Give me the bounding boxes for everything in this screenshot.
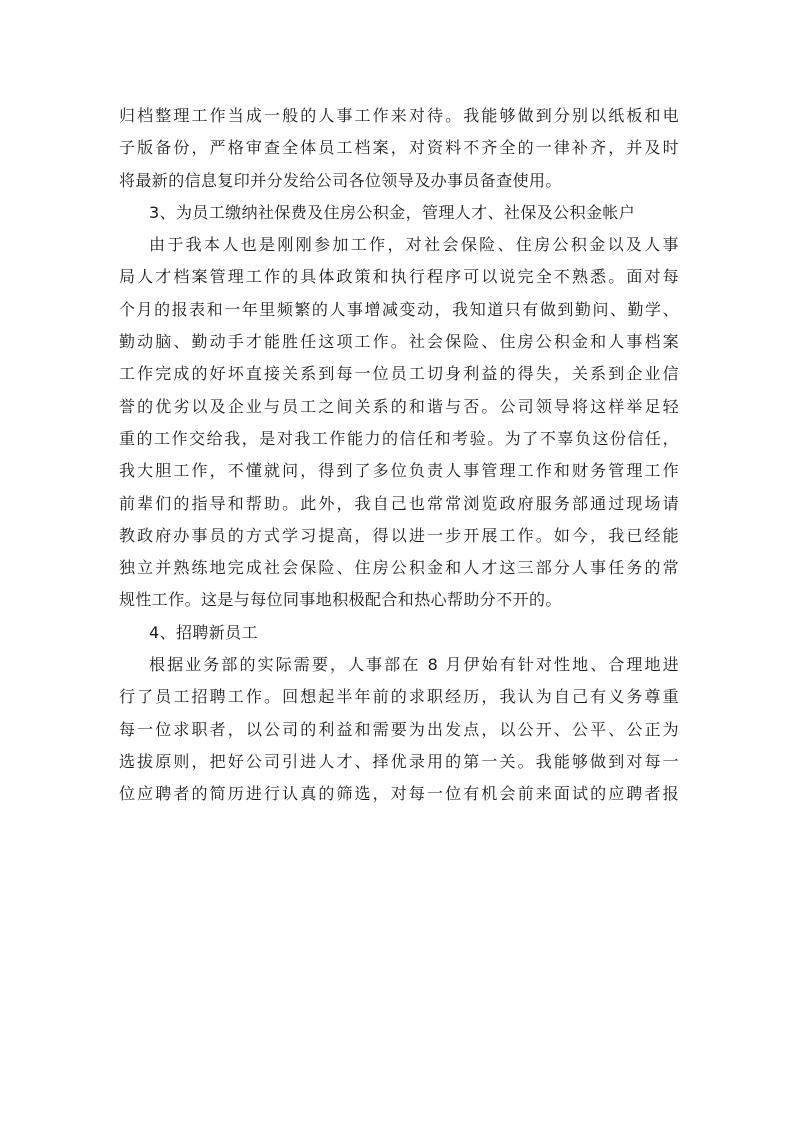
text-line: 子版备份，严格审查全体员工档案，对资料不齐全的一律补齐，并及时 [119,138,679,158]
text-line: 局人才档案管理工作的具体政策和执行程序可以说完全不熟悉。面对每 [119,267,679,287]
text-line: 誉的优劣以及企业与员工之间关系的和谐与否。公司领导将这样举足轻 [119,396,679,416]
text-line: 行了员工招聘工作。回想起半年前的求职经历，我认为自己有义务尊重 [119,687,679,707]
text-line: 根据业务部的实际需要，人事部在 8 月伊始有针对性地、合理地进 [149,655,679,675]
body-text [119,100,679,811]
text-line: 我大胆工作，不懂就问，得到了多位负责人事管理工作和财务管理工作 [119,461,679,481]
text-line: 教政府办事员的方式学习提高，得以进一步开展工作。如今，我已经能 [119,525,679,545]
text-line: 工作完成的好坏直接关系到每一位员工切身利益的得失，关系到企业信 [119,364,679,384]
section-heading: 4、招聘新员工 [149,622,258,642]
text-line: 规性工作。这是与每位同事地积极配合和热心帮助分不开的。 [119,590,562,610]
text-line: 重的工作交给我，是对我工作能力的信任和考验。为了不辜负这份信任， [119,428,679,448]
text-line: 每一位求职者，以公司的利益和需要为出发点，以公开、公平、公正为 [119,719,679,739]
text-line: 归档整理工作当成一般的人事工作来对待。我能够做到分别以纸板和电 [119,106,679,125]
text-line: 个月的报表和一年里频繁的人事增减变动，我知道只有做到勤问、勤学、 [119,299,679,319]
document-page [119,100,679,811]
text-line: 勤动脑、勤动手才能胜任这项工作。社会保险、住房公积金和人事档案 [119,332,679,352]
text-line: 前辈们的指导和帮助。此外，我自己也常常浏览政府服务部通过现场请 [119,493,679,513]
text-line: 将最新的信息复印并分发给公司各位领导及办事员备查使用。 [119,170,562,190]
section-heading: 3、为员工缴纳社保费及住房公积金，管理人才、社保及公积金帐户 [149,202,636,222]
text-line: 选拔原则，把好公司引进人才、择优录用的第一关。我能够做到对每一 [119,751,679,771]
text-line: 独立并熟练地完成社会保险、住房公积金和人才这三部分人事任务的常 [119,558,679,578]
text-line: 由于我本人也是刚刚参加工作，对社会保险、住房公积金以及人事 [149,235,679,255]
text-line: 位应聘者的简历进行认真的筛选，对每一位有机会前来面试的应聘者报 [119,784,679,804]
